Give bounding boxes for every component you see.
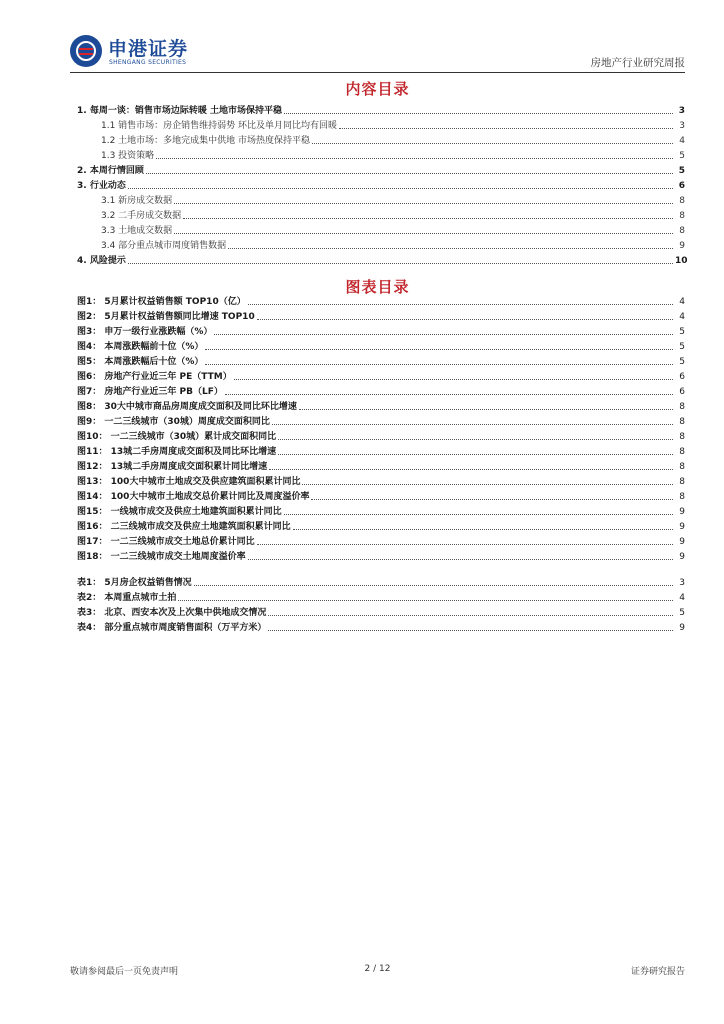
toc-entry-label: 表3： 北京、西安本次及上次集中供地成交情况 [77,608,267,618]
dot-leader [225,394,673,395]
toc-entry-label: 图13： 100大中城市土地成交及供应建筑面积累计同比 [77,477,301,487]
dot-leader [146,173,673,174]
toc-entry-label: 图17： 一二三线城市成交土地总价累计同比 [77,537,255,547]
dot-leader [284,514,673,515]
dot-leader [248,304,673,305]
dot-leader [257,544,673,545]
company-name-cn: 申港证券 [108,38,189,60]
toc-entry-page: 9 [679,522,685,532]
toc-entry-page: 4 [679,312,685,322]
toc-entry-page: 6 [679,372,685,382]
toc-entry-label: 表2： 本周重点城市土拍 [77,593,177,603]
toc-entry-label: 图18： 一二三线城市成交土地周度溢价率 [77,552,246,562]
dot-leader [128,188,673,189]
dot-leader [228,248,673,249]
dot-leader [183,218,673,219]
dot-leader [284,113,673,114]
dot-leader [174,203,673,204]
dot-leader [272,424,673,425]
toc-entry-label: 图2： 5月累计权益销售额同比增速 TOP10 [77,312,255,322]
toc-entry-label: 图12： 13城二手房周度成交面积累计同比增速 [77,462,268,472]
dot-leader [311,499,673,500]
toc-entry[interactable] [77,308,685,323]
figures-title: 图表目录 [345,278,410,296]
toc-entry-label: 图5： 本周涨跌幅后十位（%） [77,357,204,367]
toc-entry[interactable] [77,458,685,473]
dot-leader [278,454,673,455]
toc-entry-page: 8 [679,402,685,412]
dot-leader [194,585,673,586]
toc-entry[interactable] [77,398,685,413]
dot-leader [234,379,673,380]
toc-entry[interactable] [77,533,685,548]
toc-entry-label: 图4： 本周涨跌幅前十位（%） [77,342,204,352]
page-footer [70,964,685,978]
dot-leader [205,364,673,365]
toc-entry[interactable] [77,368,685,383]
toc-entry-label: 1.3 投资策略 [101,151,155,161]
toc-entry-page: 5 [679,342,685,352]
toc-entry-label: 图8： 30大中城市商品房周度成交面积及同比环比增速 [77,402,297,412]
toc-entry-label: 4. 风险提示 [77,256,126,266]
dot-leader [268,630,673,631]
toc-entry[interactable] [77,132,685,147]
toc-entry-page: 8 [679,211,685,221]
toc-entry-label: 1.1 销售市场：房企销售维持弱势 环比及单月同比均有回暖 [101,121,338,131]
contents-title: 内容目录 [345,80,410,98]
toc-entry-label: 表4： 部分重点城市周度销售面积（万平方米） [77,623,267,633]
toc-entry-label: 图10： 一二三线城市（30城）累计成交面积同比 [77,432,277,442]
toc-entry-label: 3.2 二手房成交数据 [101,211,182,221]
toc-entry-page: 5 [679,357,685,367]
company-name-en: SHENGANG SECURITIES [109,59,187,66]
toc-entry-page: 3 [679,578,685,588]
disclaimer-note: 敬请参阅最后一页免责声明 [70,967,179,977]
toc-entry-label: 图14： 100大中城市土地成交总价累计同比及周度溢价率 [77,492,310,502]
toc-entry-label: 1.2 土地市场：多地完成集中供地 市场热度保持平稳 [101,136,311,146]
toc-entry[interactable] [77,619,685,634]
toc-entry-label: 图11： 13城二手房周度成交面积及同比环比增速 [77,447,277,457]
page-number: 2 / 12 [364,964,391,974]
dot-leader [174,233,673,234]
toc-entry-label: 图15： 一线城市成交及供应土地建筑面积累计同比 [77,507,282,517]
toc-entry[interactable] [77,192,685,207]
toc-entry-page: 8 [679,417,685,427]
toc-entry[interactable] [77,293,685,308]
toc-entry[interactable] [77,207,685,222]
toc-entry-label: 3.4 部分重点城市周度销售数据 [101,241,227,251]
toc-entry-page: 3 [678,106,685,116]
toc-entry[interactable] [77,252,688,267]
toc-entry-label: 图3： 申万一级行业涨跌幅（%） [77,327,213,337]
company-logo-icon [70,35,102,67]
toc-entry-page: 6 [679,387,685,397]
report-type: 房地产行业研究周报 [590,57,685,69]
dot-leader [278,439,673,440]
toc-entry-page: 5 [679,151,685,161]
dot-leader [248,559,673,560]
figures-list [77,293,685,634]
dot-leader [269,469,673,470]
toc-entry-label: 图7： 房地产行业近三年 PB（LF） [77,387,223,397]
toc-entry-page: 8 [679,462,685,472]
toc-entry[interactable] [77,383,685,398]
toc-entry[interactable] [77,488,685,503]
toc-entry-label: 3.1 新房成交数据 [101,196,173,206]
toc-entry[interactable] [77,589,685,604]
toc-entry-page: 5 [678,166,685,176]
toc-entry-page: 8 [679,196,685,206]
toc-entry-label: 2. 本周行情回顾 [77,166,144,176]
dot-leader [214,334,673,335]
toc-entry-page: 8 [679,226,685,236]
toc-entry-label: 3.3 土地成交数据 [101,226,173,236]
toc-entry[interactable] [77,548,685,563]
toc-entry-page: 3 [679,121,685,131]
dot-leader [268,615,673,616]
toc-entry[interactable] [77,443,685,458]
toc-entry-page: 9 [679,623,685,633]
dot-leader [299,409,673,410]
toc-entry[interactable] [77,604,685,619]
dot-leader [128,263,673,264]
dot-leader [302,484,673,485]
toc-entry-page: 5 [679,327,685,337]
toc-entry-label: 图1： 5月累计权益销售额 TOP10（亿） [77,297,246,307]
toc-entry-page: 4 [679,297,685,307]
toc-entry[interactable] [77,323,685,338]
dot-leader [312,143,673,144]
toc-entry-label: 图9： 一二三线城市（30城）周度成交面积同比 [77,417,270,427]
toc-entry[interactable] [77,574,685,589]
header-divider [70,72,685,73]
toc-entry-label: 表1： 5月房企权益销售情况 [77,578,192,588]
toc-entry[interactable] [77,237,685,252]
toc-entry-page: 9 [679,537,685,547]
dot-leader [339,128,673,129]
toc-entry-label: 3. 行业动态 [77,181,126,191]
toc-entry-page: 10 [675,256,688,266]
toc-entry-label: 1. 每周一谈：销售市场边际转暖 土地市场保持平稳 [77,106,282,116]
toc-entry[interactable] [77,162,685,177]
toc-entry[interactable] [77,428,685,443]
page-header [70,33,685,71]
dot-leader [257,319,673,320]
contents-list [77,102,688,267]
toc-entry-page: 8 [679,477,685,487]
toc-entry[interactable] [77,147,685,162]
dot-leader [205,349,673,350]
toc-entry[interactable] [77,353,685,368]
toc-entry-page: 6 [678,181,685,191]
toc-entry[interactable] [77,222,685,237]
toc-entry[interactable] [77,338,685,353]
toc-entry[interactable] [77,518,685,533]
list-gap [77,563,685,574]
toc-entry[interactable] [77,413,685,428]
dot-leader [156,158,673,159]
toc-entry[interactable] [77,117,685,132]
toc-entry-page: 8 [679,447,685,457]
toc-entry-page: 9 [679,241,685,251]
toc-entry-page: 8 [679,492,685,502]
toc-entry[interactable] [77,177,685,192]
doc-type: 证券研究报告 [630,967,685,977]
toc-entry-page: 4 [679,136,685,146]
dot-leader [293,529,673,530]
toc-entry-page: 5 [679,608,685,618]
toc-entry[interactable] [77,473,685,488]
toc-entry-page: 4 [679,593,685,603]
dot-leader [178,600,673,601]
toc-entry[interactable] [77,102,685,117]
toc-entry-page: 9 [679,552,685,562]
toc-entry-page: 9 [679,507,685,517]
toc-entry-page: 8 [679,432,685,442]
toc-entry[interactable] [77,503,685,518]
toc-entry-label: 图6： 房地产行业近三年 PE（TTM） [77,372,232,382]
toc-entry-label: 图16： 二三线城市成交及供应土地建筑面积累计同比 [77,522,291,532]
